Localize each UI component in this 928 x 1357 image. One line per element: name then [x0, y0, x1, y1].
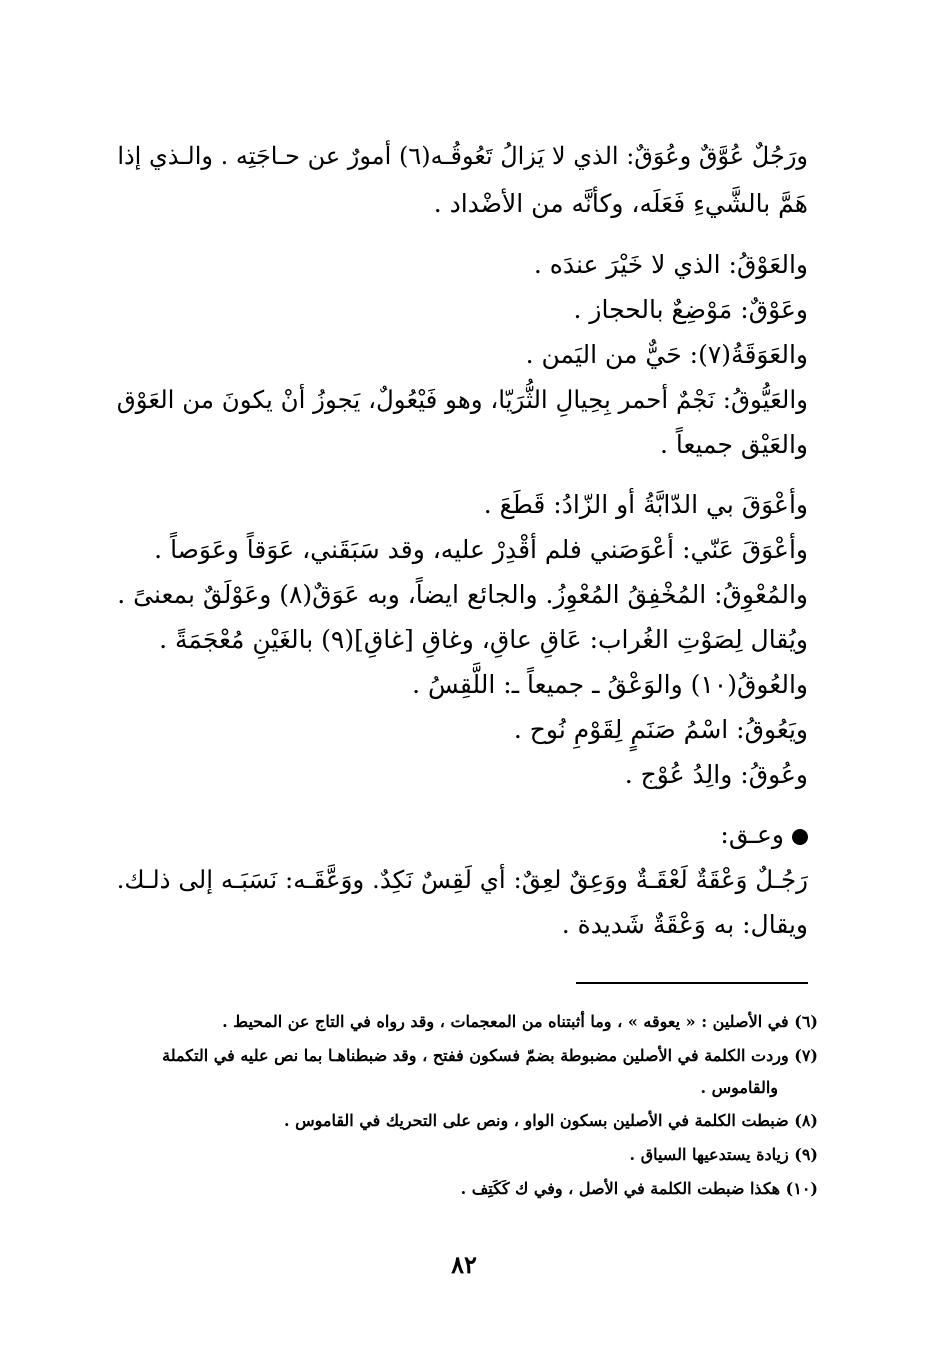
footnote-continuation: والقاموس . [700, 1078, 778, 1097]
footnote: (٨) ضبطت الكلمة في الأصلين بسكون الواو ، ونص على التحريك في القاموس . [283, 1111, 818, 1130]
bullet-icon [792, 829, 808, 845]
text-line: هَمَّ بالشَّيءِ فَعَلَه، وكأنَّه من الأضْداد . [433, 189, 808, 218]
text-line: ويُقال لِصَوْتِ الغُراب: عَاقِ عاقِ، وغاقِ [غاقِ](٩) بالغَيْنِ مُعْجَمَةً . [159, 625, 808, 654]
text-line: ورَجُلٌ عُوَّقٌ وعُوَقٌ: الذي لا يَزالُ تَعُوقُـه(٦) أمورٌ عن حـاجَتِه . والـذي إذا [117, 142, 808, 170]
footnote: (٧) وردت الكلمة في الأصلين مضبوطة بضمّ فسكون ففتح ، وقد ضبطناهـا بما نص عليه في التكملة [162, 1046, 818, 1065]
text-line: وأعْوَقَ عَنّي: أعْوَصَني فلم أقْدِرْ عليه، وقد سَبَقَني، عَوَقاً وعَوَصاً . [154, 535, 808, 564]
text-line: ويقال: به وَعْقَةٌ شَديدة . [561, 910, 808, 939]
text-line: وأعْوَقَ بي الدّابَّةُ أو الزّادُ: قَطَعَ . [483, 490, 808, 519]
footnote-separator [576, 982, 808, 984]
text-line: ويَعُوقُ: اسْمُ صَنَمٍ لِقَوْمِ نُوح . [513, 715, 808, 744]
page-number: ٨٢ [451, 1250, 477, 1279]
section-heading [720, 815, 808, 855]
footnote: (٦) في الأصلين : « يعوقه » ، وما أثبتناه من المعجمات ، وقد رواه في التاج عن المحيط . [222, 1012, 818, 1031]
heading-text: وعـق: [720, 820, 784, 849]
text-line: والمُعْوِقُ: المُخْفِقُ المُعْوِزُ. والجائع ايضاً، وبه عَوَقٌ(٨) وعَوْلَقٌ بمعنىً . [117, 580, 808, 609]
text-line: والعَوْقُ: الذي لا خَيْرَ عندَه . [533, 250, 808, 279]
text-line: وعَوْقٌ: مَوْضِعٌ بالحجاز . [573, 295, 808, 324]
text-line: والعَيُّوقُ: نَجْمٌ أحمر بِحِيالِ الثُّرَيّا، وهو فَيْعُولٌ، يَجوزُ أنْ يكونَ من العَوْق [116, 385, 808, 414]
footnote: (١٠) هكذا ضبطت الكلمة في الأصل ، وفي ك كَكَتِف . [460, 1179, 818, 1198]
text-line: والعَوَقَةُ(٧): حَيٌّ من اليَمن . [525, 340, 808, 369]
text-line: رَجُـلٌ وَعْقَةٌ لَعْقَـةٌ ووَعِقٌ لعِقٌ: أي لَقِسٌ نَكِدٌ. ووَعَّقَـه: نَسَبَـه إلى ذلـك. [116, 865, 808, 894]
text-line: وعُوقُ: والِدُ عُوْج . [624, 760, 808, 789]
text-line: والعُوقُ(١٠) والوَعْقُ ـ جميعاً ـ: اللَّقِسُ . [412, 670, 808, 699]
text-line: والعَيْق جميعاً . [659, 430, 808, 459]
footnote: (٩) زيادة يستدعيها السياق . [629, 1145, 818, 1164]
